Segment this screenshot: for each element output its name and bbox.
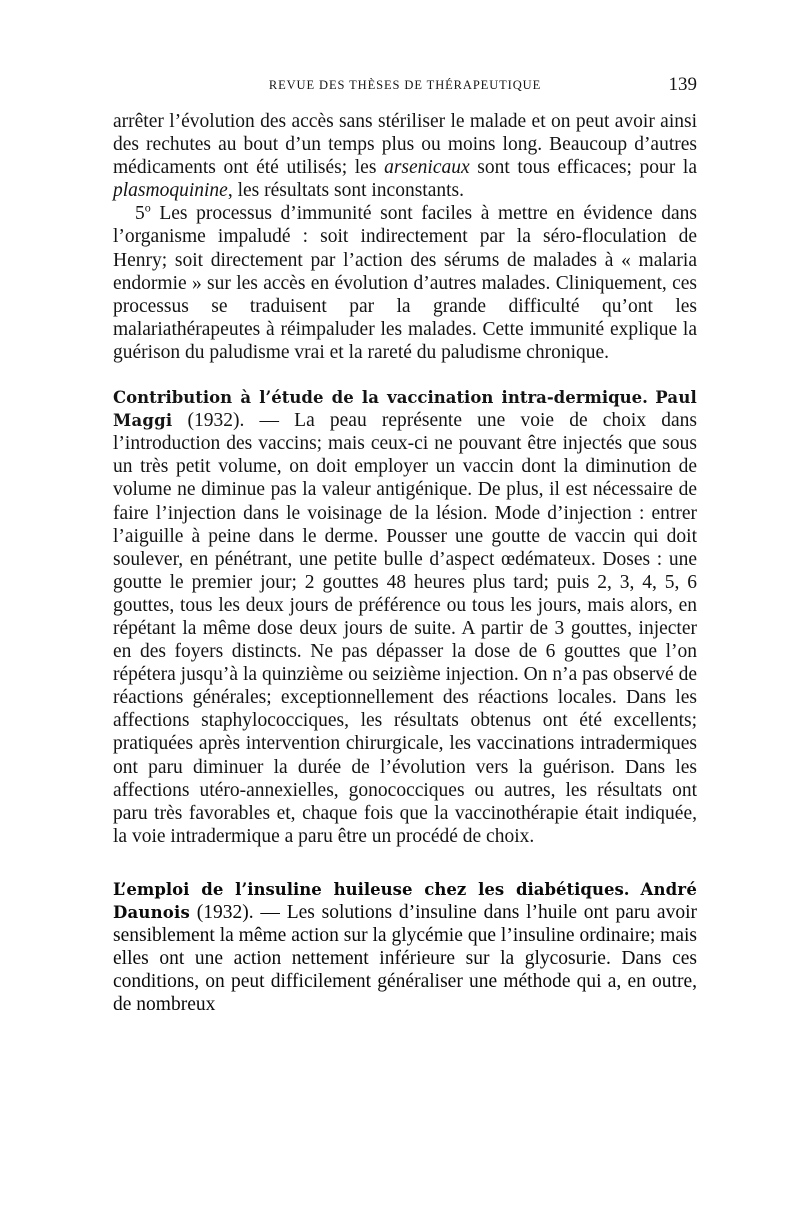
article-author: Paul Maggi [113, 388, 697, 431]
intro-p2-text: Les processus d’immunité sont faciles à mettre en évidence dans l’organisme impaludé : soit indirectement par la séro-floculation de Henry; soit directement par l’action des sérums de malades à « malaria endormie » sur les accès en évolution d’autres malades. Cliniquement, ces processus se traduisent par la grande difficulté qu’ont les malariathérapeutes à réimpaluder les malades. Cette immunité explique la guérison du paludisme vrai et la rareté du paludisme chronique. [113, 203, 697, 363]
intro-p2-number: 5 [135, 203, 145, 225]
intro-p1-text-a: arrêter l’évolution des accès sans stériliser le malade et on peut avoir ainsi des rechutes au bout d’un temps plus ou moins long. Beaucoup d’autres médicaments ont été utilisés; les [113, 111, 697, 179]
article-title: Contribution à l’étude de la vaccination intra-dermique. [113, 388, 648, 408]
intro-p2-ordinal: o [144, 200, 151, 215]
intro-paragraph-2 [113, 202, 697, 364]
page-number: 139 [668, 74, 697, 95]
intro-p1-text-b: sont tous efficaces; pour la [469, 157, 697, 179]
article-year: (1932). [189, 902, 254, 923]
article-title: L’emploi de l’insuline huileuse chez les diabétiques. [113, 879, 630, 899]
running-title: REVUE DES THÈSES DE THÉRAPEUTIQUE [268, 78, 542, 92]
article-insuline [113, 878, 697, 1017]
article-dash: — [253, 902, 287, 923]
article-year: (1932). [172, 410, 245, 432]
page-header [113, 72, 697, 98]
intro-p1-emphasis-plasmoquinine: plasmoquinine [113, 180, 228, 202]
intro-paragraph-1 [113, 110, 697, 202]
article-dash: — [244, 410, 295, 432]
intro-p1-text-c: , les résultats sont inconstants. [227, 180, 464, 202]
document-page [113, 72, 697, 1016]
article-author: André Daunois [113, 879, 698, 922]
article-body: La peau représente une voie de choix dans l’introduction des vaccins; mais ceux-ci ne pouvant être injectés que sous un très petit volume, on doit employer un vaccin dont la diminution de volume ne diminue pas la valeur antigénique. De plus, il est nécessaire de faire l’injection dans le voisinage de la lésion. Mode d’injection : entrer l’aiguille à peine dans le derme. Pousser une goutte de vaccin qui doit soulever, en pénétrant, une petite bulle d’aspect œdémateux. Doses : une goutte le premier jour; 2 gouttes 48 heures plus tard; puis 2, 3, 4, 5, 6 gouttes, tous les deux jours de préférence ou tous les jours, mais alors, en répétant la même dose deux jours de suite. A partir de 3 gouttes, injecter en des foyers distincts. Ne pas dépasser la dose de 6 gouttes que l’on répétera jusqu’à la quinzième ou seizième injection. On n’a pas observé de réactions générales; exceptionnellement des réactions locales. Dans les affections staphylococciques, les résultats obtenus ont été excellents; pratiquées après intervention chirurgicale, les vaccinations intradermiques ont paru diminuer la durée de l’évolution vers la guérison. Dans les affections utéro-annexielles, gonococciques ou autres, les résultats ont paru très favorables et, chaque fois que la vaccinothérapie était indiquée, la voie intradermique a paru être un procédé de choix. [113, 410, 697, 847]
article-vaccination [113, 386, 697, 848]
intro-p1-emphasis-arsenicaux: arsenicaux [384, 157, 470, 179]
article-body: Les solutions d’insuline dans l’huile ont paru avoir sensiblement la même action sur la glycémie que l’insuline ordinaire; mais elles ont une action nettement inférieure sur la glycosurie. Dans ces conditions, on peut difficilement généraliser une méthode qui a, en outre, de nombreux [113, 902, 697, 1016]
